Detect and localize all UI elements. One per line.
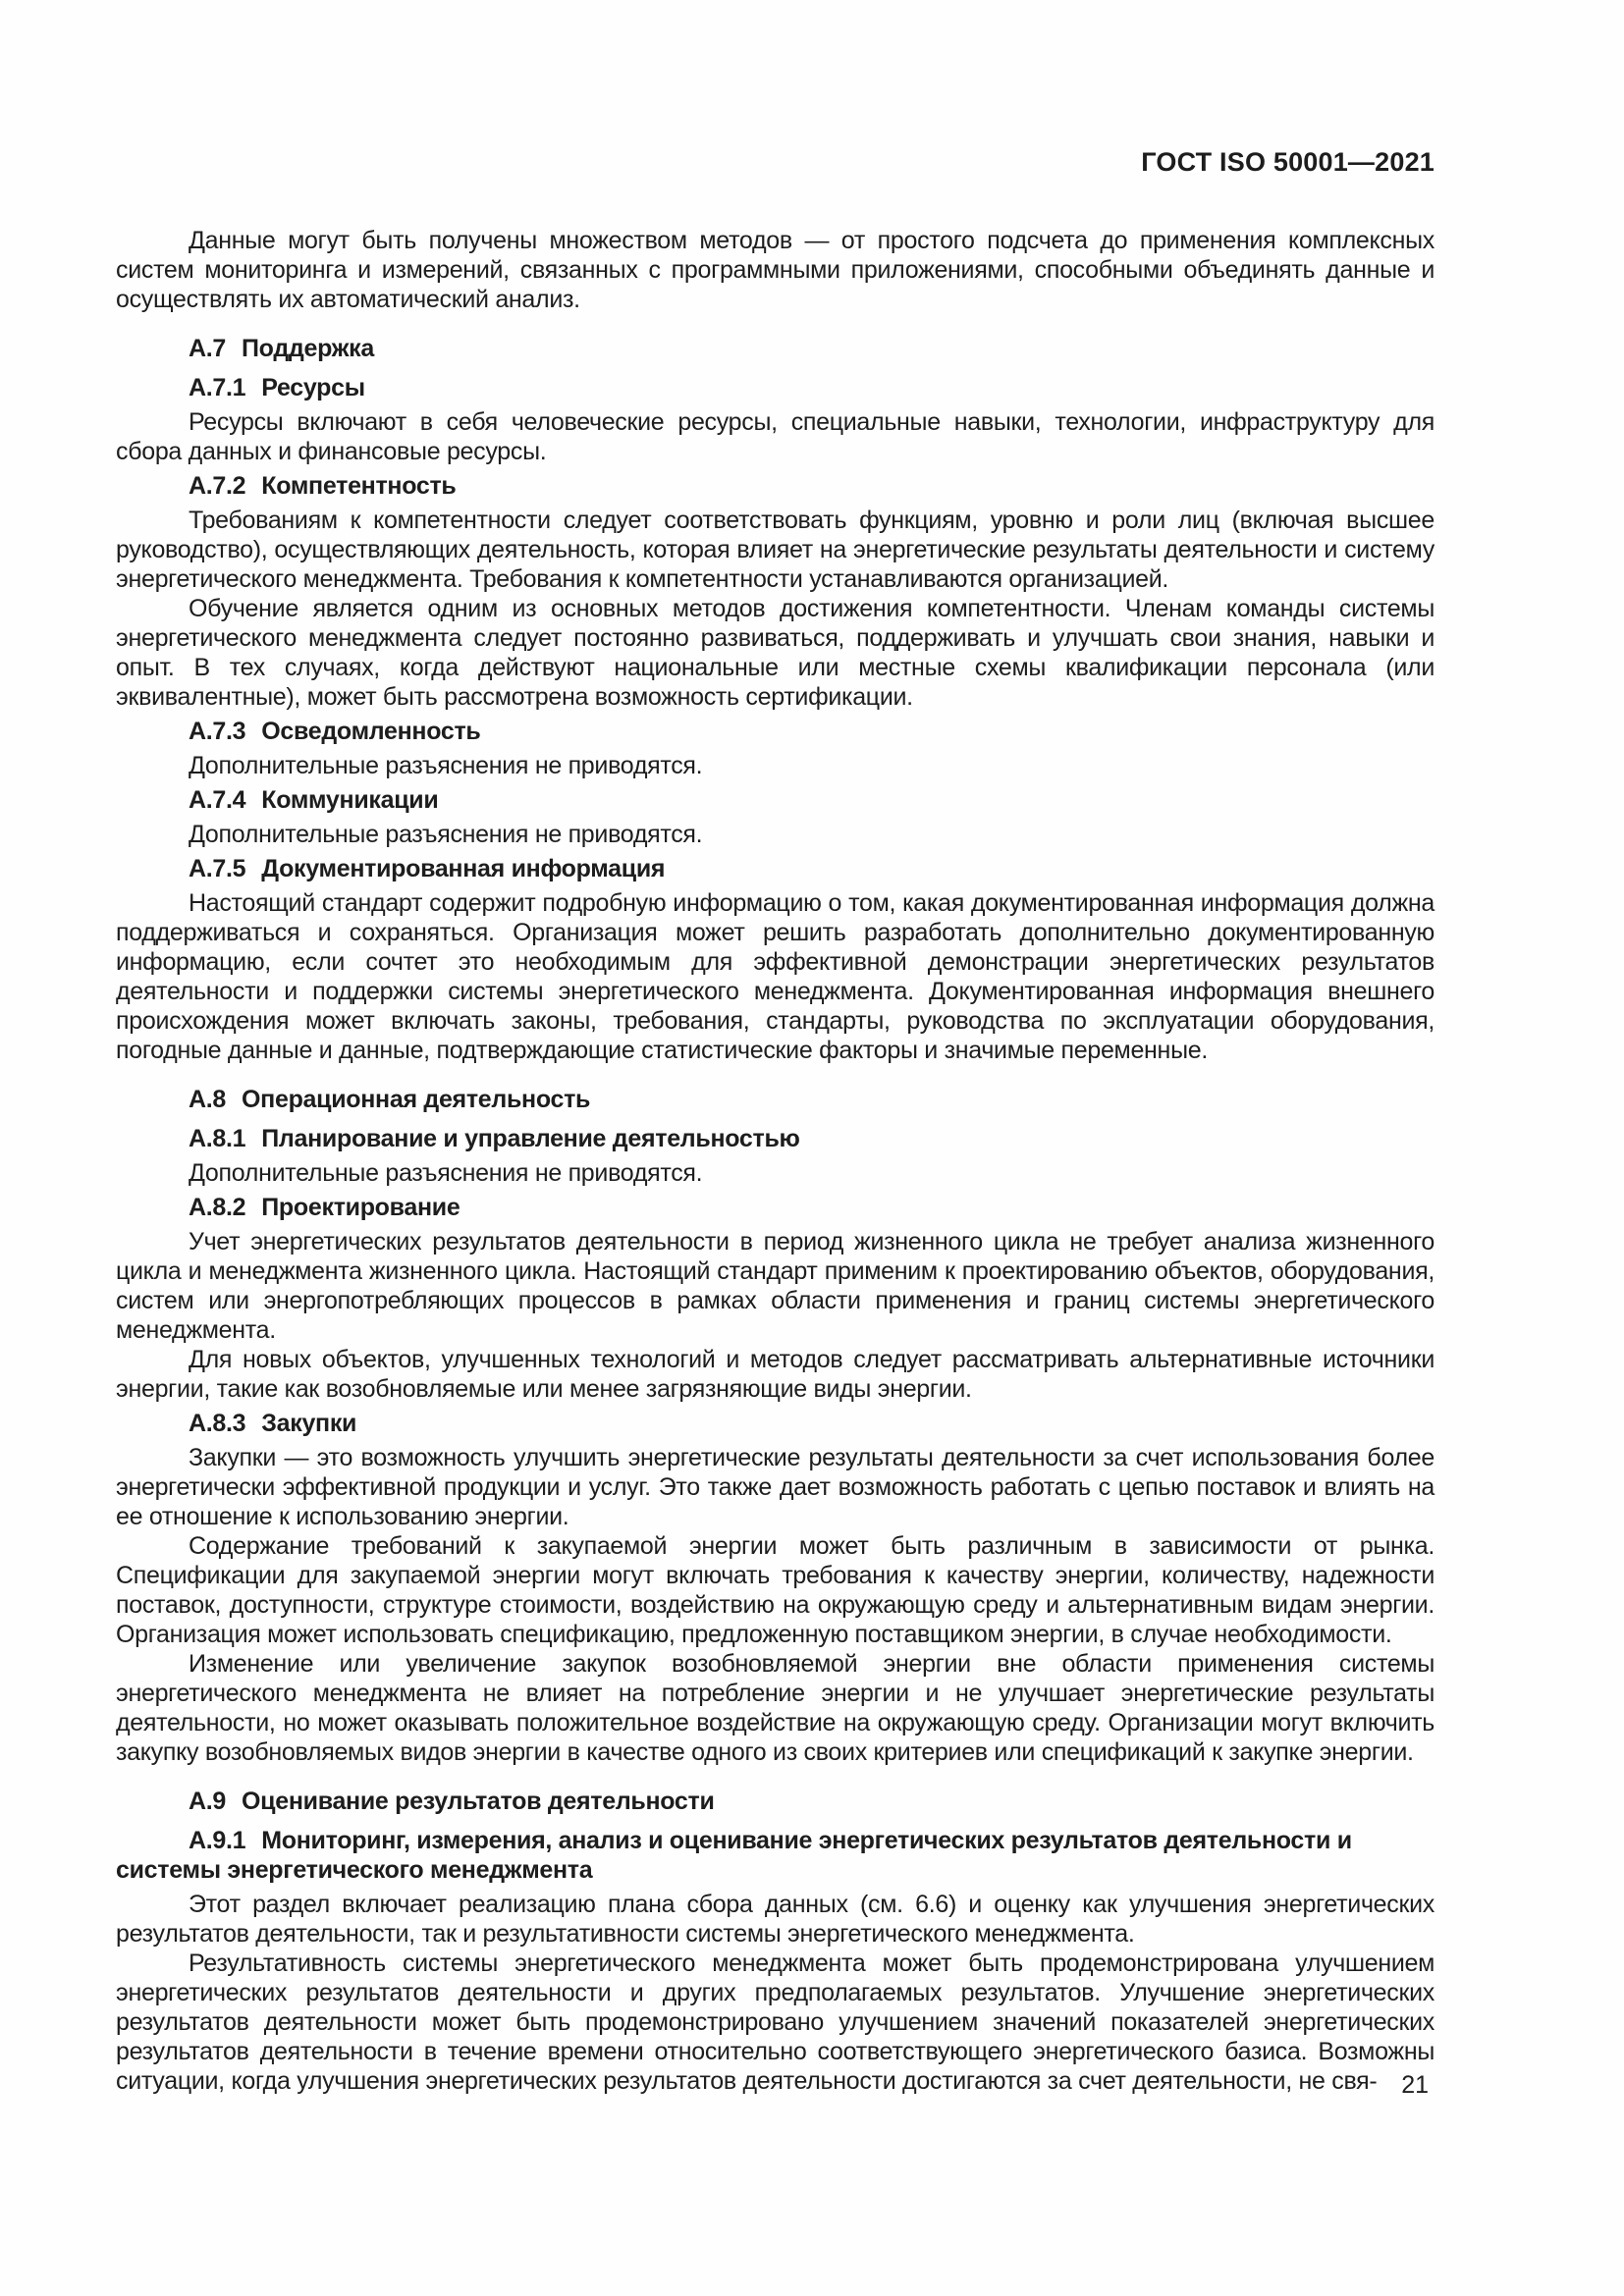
heading-a7-3-title: Осведомленность: [261, 718, 481, 745]
heading-a7-4-number: А.7.4: [189, 786, 246, 814]
heading-a7-5-number: А.7.5: [189, 855, 246, 882]
standard-number-header: ГОСТ ISO 50001—2021: [1141, 147, 1435, 177]
heading-a7-number: А.7: [189, 335, 227, 362]
document-body: [116, 226, 1435, 2096]
paragraph-design-2: Для новых объектов, улучшенных технологий и методов следует рассматривать альтернативные источники энергии, такие как возобновляемые или менее загрязняющие виды энергии.: [116, 1346, 1435, 1403]
heading-a8-2-title: Проектирование: [261, 1194, 460, 1221]
heading-a7-2-title: Компетентность: [261, 472, 457, 500]
heading-a9-1-title: Мониторинг, измерения, анализ и оценивание энергетических результатов деятельности и системы энергетического менеджмента: [116, 1827, 1352, 1884]
heading-a7-4-title: Коммуникации: [261, 786, 439, 814]
heading-a8-3-number: А.8.3: [189, 1410, 246, 1437]
heading-a8: [116, 1085, 1435, 1114]
heading-a8-number: А.8: [189, 1086, 227, 1113]
heading-a8-1-title: Планирование и управление деятельностью: [261, 1125, 800, 1152]
heading-a8-2-number: А.8.2: [189, 1194, 246, 1221]
paragraph-evaluation-1: Этот раздел включает реализацию плана сбора данных (см. 6.6) и оценку как улучшения энергетических результатов деятельности, так и результативности системы энергетического менеджмента.: [116, 1891, 1435, 1948]
paragraph-awareness: Дополнительные разъяснения не приводятся.: [189, 752, 703, 779]
heading-a9-1: [116, 1826, 1435, 1885]
heading-a8-2: [116, 1193, 1435, 1222]
heading-a7-2-number: А.7.2: [189, 472, 246, 500]
heading-a7-2: [116, 471, 1435, 501]
heading-a7-5: [116, 854, 1435, 883]
heading-a8-1: [116, 1124, 1435, 1153]
heading-a7-3: [116, 717, 1435, 746]
heading-a7-1-number: А.7.1: [189, 374, 246, 401]
page-number: 21: [1401, 2071, 1429, 2099]
heading-a8-3: [116, 1409, 1435, 1438]
heading-a7-1: [116, 373, 1435, 402]
heading-a9-number: А.9: [189, 1788, 227, 1815]
heading-a9: [116, 1787, 1435, 1816]
heading-a9-title: Оценивание результатов деятельности: [242, 1788, 715, 1815]
paragraph-procurement-3: Изменение или увеличение закупок возобновляемой энергии вне области применения системы энергетического менеджмента не влияет на потребление энергии и не улучшает энергетические результаты деятельности, но может оказывать положительное воздействие на окружающую среду. Организации могут включить закупку возобновляемых видов энергии в качестве одного из своих критериев или спецификаций к закупке энергии.: [116, 1650, 1435, 1766]
heading-a7-3-number: А.7.3: [189, 718, 246, 745]
paragraph-intro: Данные могут быть получены множеством методов — от простого подсчета до применения комплексных систем мониторинга и измерений, связанных с программными приложениями, способными объединять данные и осуществлять их автоматический анализ.: [116, 227, 1435, 313]
heading-a7-4: [116, 785, 1435, 815]
paragraph-communication: Дополнительные разъяснения не приводятся.: [189, 821, 703, 848]
paragraph-resources: Ресурсы включают в себя человеческие ресурсы, специальные навыки, технологии, инфраструктуру для сбора данных и финансовые ресурсы.: [116, 408, 1435, 465]
paragraph-evaluation-2: Результативность системы энергетического менеджмента может быть продемонстрирована улучшением энергетических результатов деятельности и других предполагаемых результатов. Улучшение энергетических результатов деятельности может быть продемонстрировано улучшением значений показателей энергетических результатов деятельности в течение времени относительно соответствующего энергетического базиса. Возможны ситуации, когда улучшения энергетических результатов деятельности достигаются за счет деятельности, не свя-: [116, 1949, 1435, 2095]
heading-a9-1-number: А.9.1: [189, 1827, 246, 1854]
paragraph-operational-planning: Дополнительные разъяснения не приводятся.: [189, 1159, 703, 1187]
paragraph-documented-info: Настоящий стандарт содержит подробную информацию о том, какая документированная информация должна поддерживаться и сохраняться. Организация может решить разработать дополнительно документированную информацию, если сочтет это необходимым для эффективной демонстрации энергетических результатов деятельности и поддержки системы энергетического менеджмента. Документированная информация внешнего происхождения может включать законы, требования, стандарты, руководства по эксплуатации оборудования, погодные данные и данные, подтверждающие статистические факторы и значимые переменные.: [116, 889, 1435, 1064]
paragraph-design-1: Учет энергетических результатов деятельности в период жизненного цикла не требует анализа жизненного цикла и менеджмента жизненного цикла. Настоящий стандарт применим к проектированию объектов, оборудования, систем или энергопотребляющих процессов в рамках области применения и границ системы энергетического менеджмента.: [116, 1228, 1435, 1344]
heading-a8-1-number: А.8.1: [189, 1125, 246, 1152]
heading-a7-5-title: Документированная информация: [261, 855, 666, 882]
paragraph-competence-1: Требованиям к компетентности следует соответствовать функциям, уровню и роли лиц (включая высшее руководство), осуществляющих деятельность, которая влияет на энергетические результаты деятельности и систему энергетического менеджмента. Требования к компетентности устанавливаются организацией.: [116, 507, 1435, 593]
heading-a8-title: Операционная деятельность: [242, 1086, 591, 1113]
heading-a7: [116, 334, 1435, 363]
paragraph-procurement-2: Содержание требований к закупаемой энергии может быть различным в зависимости от рынка. Спецификации для закупаемой энергии могут включать требования к качеству энергии, количеству, надежности поставок, доступности, структуре стоимости, воздействию на окружающую среду и альтернативным видам энергии. Организация может использовать спецификацию, предложенную поставщиком энергии, в случае необходимости.: [116, 1532, 1435, 1648]
paragraph-procurement-1: Закупки — это возможность улучшить энергетические результаты деятельности за счет использования более энергетически эффективной продукции и услуг. Это также дает возможность работать с цепью поставок и влиять на ее отношение к использованию энергии.: [116, 1444, 1435, 1530]
paragraph-competence-2: Обучение является одним из основных методов достижения компетентности. Членам команды системы энергетического менеджмента следует постоянно развиваться, поддерживать и улучшать свои знания, навыки и опыт. В тех случаях, когда действуют национальные или местные схемы квалификации персонала (или эквивалентные), может быть рассмотрена возможность сертификации.: [116, 595, 1435, 711]
heading-a8-3-title: Закупки: [261, 1410, 357, 1437]
heading-a7-1-title: Ресурсы: [261, 374, 365, 401]
heading-a7-title: Поддержка: [242, 335, 374, 362]
